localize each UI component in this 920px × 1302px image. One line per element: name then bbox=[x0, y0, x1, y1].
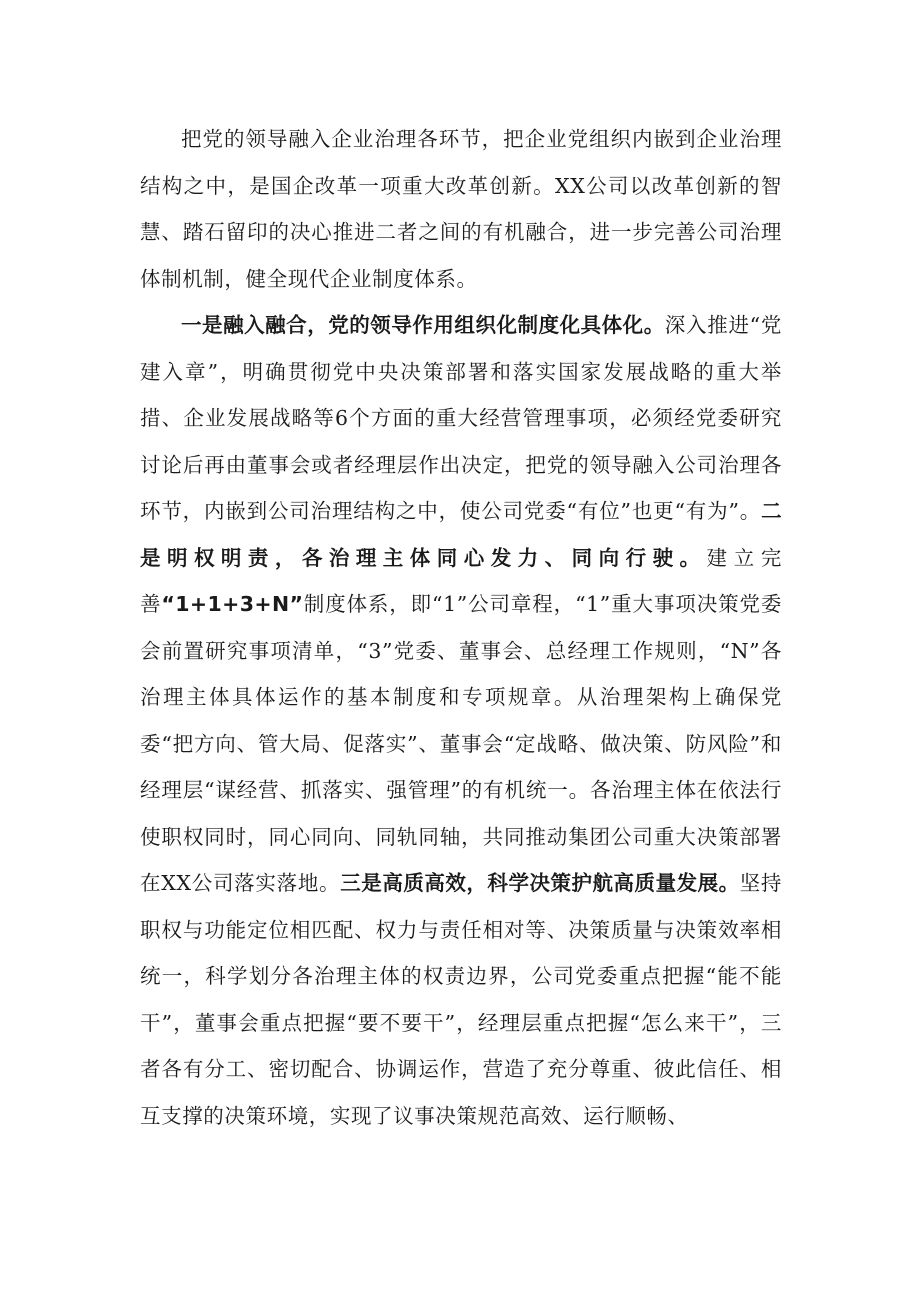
heading-point-one: 一是融入融合，党的领导作用组织化制度化具体化。 bbox=[181, 313, 665, 337]
paragraph-main bbox=[140, 302, 782, 1139]
point-one-text: 深入推进“党建入章”，明确贯彻党中央决策部署和落实国家发展战略的重大举措、企业发展战略等6个方面的重大经营管理事项，必须经党委研究讨论后再由董事会或者经理层作出决定，把党的领导融入公司治理各环节，内嵌到公司治理结构之中，使公司党委“有位”也更“有为”。 bbox=[140, 313, 782, 523]
point-two-text-b: 制度体系，即“1”公司章程，“1”重大事项决策党委会前置研究事项清单，“3”党委、董事会、总经理工作规则，“N”各治理主体具体运作的基本制度和专项规章。从治理架构上确保党委“把方向、管大局、促落实”、董事会“定战略、做决策、防风险”和经理层“谋经营、抓落实、强管理”的有机统一。各治理主体在依法行使职权同时，同心同向、同轨同轴，共同推动集团公司重大决策部署在XX公司落实落地。 bbox=[140, 592, 782, 895]
system-formula: “1+1+3+N” bbox=[161, 592, 304, 616]
point-three-text: 坚持职权与功能定位相匹配、权力与责任相对等、决策质量与决策效率相统一，科学划分各治理主体的权责边界，公司党委重点把握“能不能干”，董事会重点把握“要不要干”，经理层重点把握“怎么来干”，三者各有分工、密切配合、协调运作，营造了充分尊重、彼此信任、相互支撑的决策环境，实现了议事决策规范高效、运行顺畅、 bbox=[140, 871, 782, 1128]
paragraph-intro-text: 把党的领导融入企业治理各环节，把企业党组织内嵌到企业治理结构之中，是国企改革一项重大改革创新。XX公司以改革创新的智慧、踏石留印的决心推进二者之间的有机融合，进一步完善公司治理体制机制，健全现代企业制度体系。 bbox=[140, 127, 782, 291]
heading-point-two: 二是明权明责，各治理主体同心发力、同向行驶。 bbox=[140, 499, 782, 570]
document-body bbox=[140, 116, 782, 1139]
paragraph-intro bbox=[140, 116, 782, 302]
point-two-text-a: 建立完善 bbox=[140, 545, 782, 616]
heading-point-three: 三是高质高效，科学决策护航高质量发展。 bbox=[340, 871, 740, 895]
